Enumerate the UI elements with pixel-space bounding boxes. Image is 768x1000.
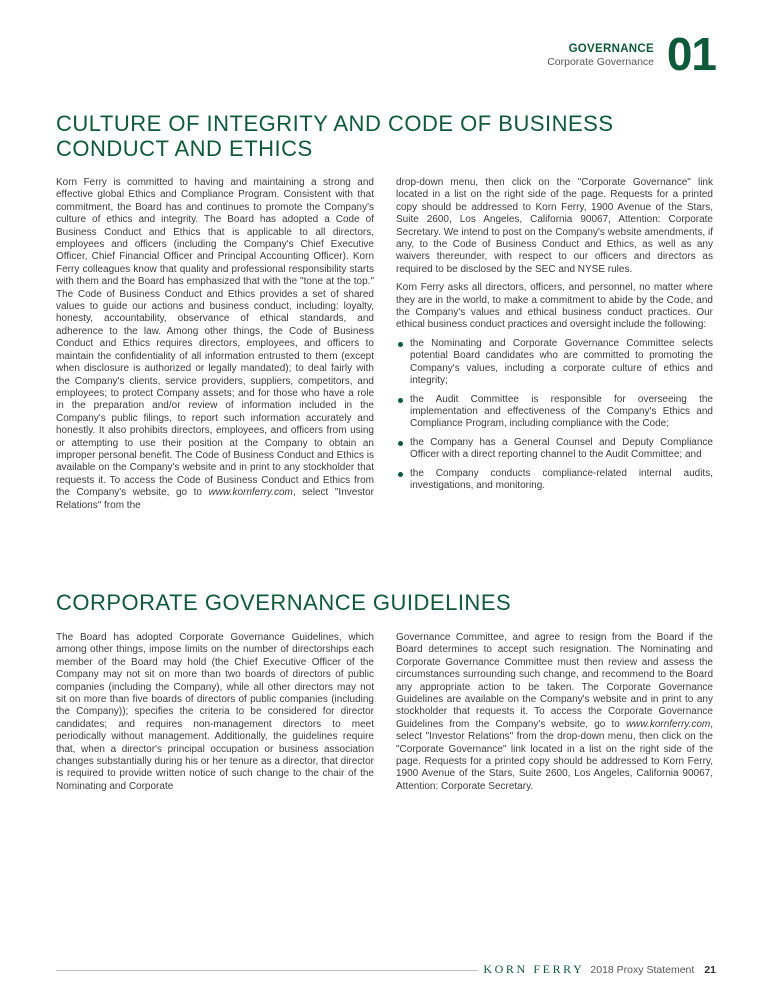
- bullet-icon: [398, 398, 403, 403]
- guidelines-right-column: [396, 632, 713, 799]
- list-item: the Nominating and Corporate Governance Committee selects potential Board candidates who are committed to promoting the Company's values, including a corporate culture of ethics and integrity;: [396, 338, 713, 388]
- brand-logo: KORN FERRY: [483, 962, 585, 976]
- culture-paragraph-1: Korn Ferry is committed to having and maintaining a strong and effective global Ethics and Compliance Program. Consistent with that commitment, the Board has and continues to promote the Company's culture of ethics and integrity. The Board has adopted a Code of Business Conduct and Ethics that is applicable to all directors, employees and officers (including the Company's Chief Executive Officer, Chief Financial Officer and Principal Accounting Officer). Korn Ferry colleagues know that quality and professional responsibility starts with them and the Board has emphasized that with the "tone at the top." The Code of Business Conduct and Ethics provides a set of shared values to guide our actions and business conduct, including: loyalty, honesty, accountability, observance of ethical standards, and adherence to the law. Among other things, the Code of Business Conduct and Ethics requires directors, employees, and officers to maintain the confidentiality of all information entrusted to them (except when disclosure is authorized or legally mandated); to deal fairly with the Company's clients, service providers, suppliers, competitors, and employees; to protect Company assets; and for those who have a role in the preparation and/or review of information included in the Company's public filings, to report such information accurately and honestly. It also prohibits directors, employees, and officers from using or attempting to use their position at the Company to obtain an improper personal benefit. The Code of Business Conduct and Ethics is available on the Company's website and in print to any stockholder that requests it. To access the Code of Business Conduct and Ethics from the Company's website, go to www.kornferry.com, select "Investor Relations" from the: [56, 177, 374, 511]
- practices-list: [396, 338, 713, 492]
- website-link[interactable]: www.kornferry.com: [208, 487, 293, 499]
- bullet-icon: [398, 472, 403, 477]
- website-link[interactable]: www.kornferry.com: [625, 718, 711, 730]
- culture-left-column: [56, 177, 374, 518]
- bullet-icon: [398, 342, 403, 347]
- culture-right-column: [396, 177, 713, 498]
- culture-paragraph-3: Korn Ferry asks all directors, officers, and personnel, no matter where they are in the world, to make a commitment to abide by the Code, and the Company's values and ethical business conduct practices. Our ethical business conduct practices and oversight include the following:: [396, 282, 713, 331]
- page-number: 21: [704, 964, 716, 976]
- guidelines-paragraph-1: The Board has adopted Corporate Governance Guidelines, which among other things, impose limits on the number of directorships each member of the Board may hold (the Chief Executive Officer of the Company may not sit on more than two boards of directors of public companies (including the Company), while all other directors may not sit on more than five boards of directors of public companies (including the Company)); specifies the criteria to be considered for director candidates; and requires non-management directors to meet periodically without management. Additionally, the guidelines require that, when a director's principal occupation or business association changes substantially during his or her tenure as a director, that director is required to provide written notice of such change to the chair of the Nominating and Corporate: [56, 632, 374, 792]
- culture-paragraph-2: drop-down menu, then click on the "Corporate Governance" link located in a list on the right side of the page. Requests for a printed copy should be addressed to Korn Ferry, 1900 Avenue of the Stars, Suite 2600, Los Angeles, California 90067, Attention: Corporate Secretary. We intend to post on the Company's website amendments, if any, to the Code of Business Conduct and Ethics, as well as any waivers thereunder, with respect to our officers and directors as required to be disclosed by the SEC and NYSE rules.: [396, 177, 713, 275]
- document-title: 2018 Proxy Statement: [590, 964, 695, 976]
- section-label: GOVERNANCE: [568, 43, 654, 55]
- footer-divider: [56, 970, 478, 971]
- list-item: the Audit Committee is responsible for overseeing the implementation and effectiveness of the Company's Ethics and Compliance Program, including compliance with the Code;: [396, 394, 713, 431]
- page-footer: [483, 962, 716, 977]
- section-number: 01: [666, 28, 716, 80]
- guidelines-heading: CORPORATE GOVERNANCE GUIDELINES: [56, 590, 512, 615]
- list-item: the Company has a General Counsel and Deputy Compliance Officer with a direct reporting channel to the Audit Committee; and: [396, 437, 713, 462]
- header-text: [547, 43, 654, 69]
- list-item: the Company conducts compliance-related internal audits, investigations, and monitoring.: [396, 468, 713, 493]
- subsection-label: Corporate Governance: [547, 56, 654, 68]
- guidelines-left-column: [56, 632, 374, 799]
- guidelines-paragraph-2: Governance Committee, and agree to resign from the Board if the Board determines to accept such resignation. The Nominating and Corporate Governance Committee must then review and assess the circumstances surrounding such change, and recommend to the Board any appropriate action to be taken. The Corporate Governance Guidelines are available on the Company's website and in print to any stockholder that requests it. To access the Corporate Governance Guidelines from the Company's website, go to www.kornferry.com, select "Investor Relations" from the drop-down menu, then click on the "Corporate Governance" link located in a list on the right side of the page. Requests for a printed copy should be addressed to Korn Ferry, 1900 Avenue of the Stars, Suite 2600, Los Angeles, California 90067, Attention: Corporate Secretary.: [396, 632, 713, 792]
- culture-heading: CULTURE OF INTEGRITY AND CODE OF BUSINESS CONDUCT AND ETHICS: [56, 111, 614, 161]
- bullet-icon: [398, 441, 403, 446]
